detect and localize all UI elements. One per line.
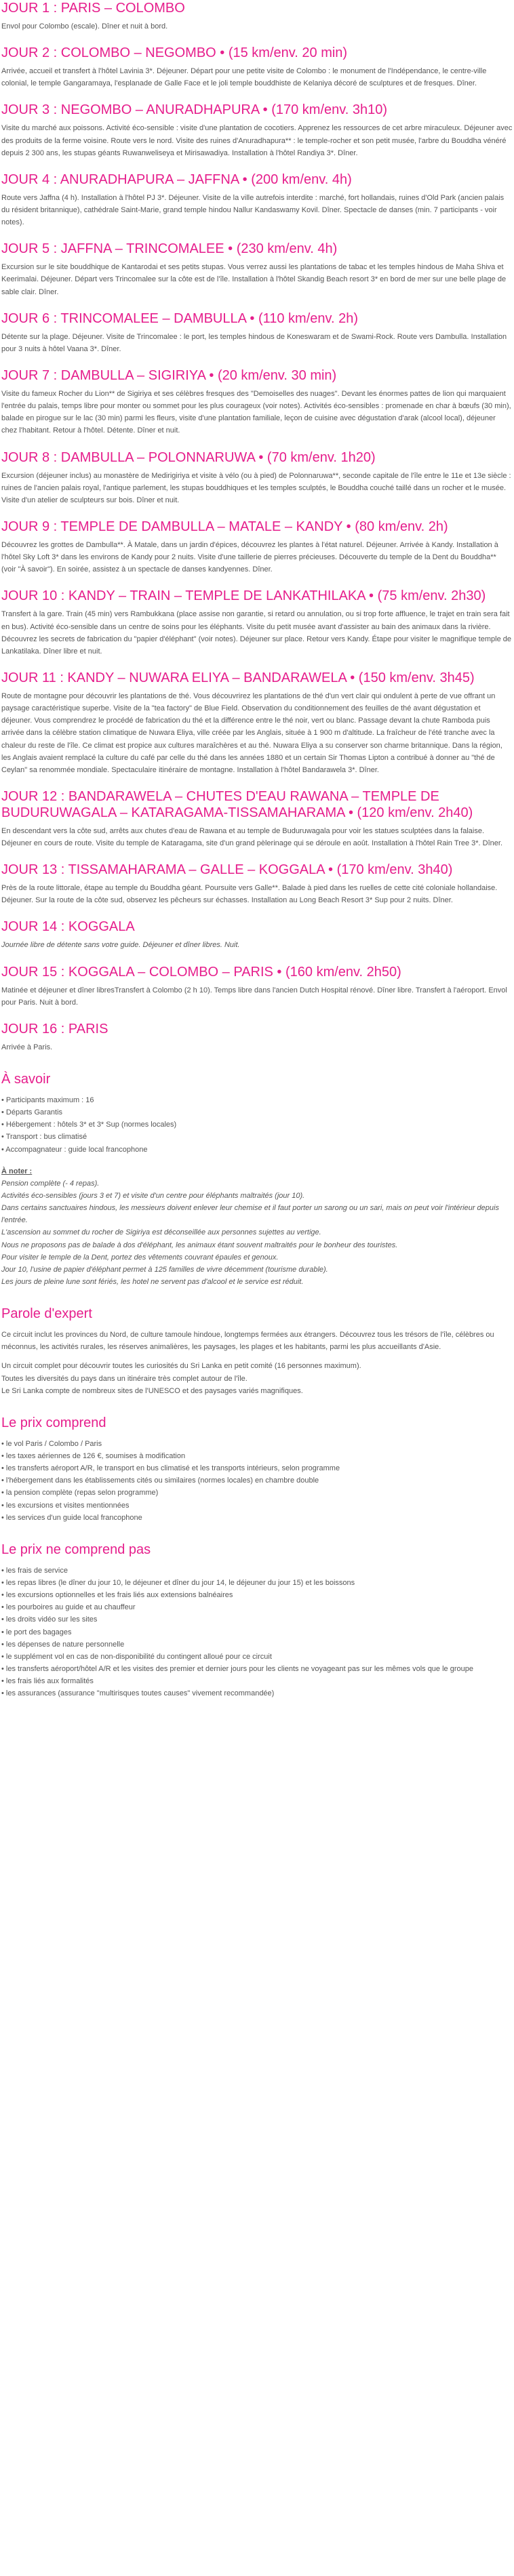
ne-comprend-title: Le prix ne comprend pas [1,1542,151,1557]
note-line: Activités éco-sensibles (jours 3 et 7) et visite d'un centre pour éléphants maltraités (jour 10). [1,1192,305,1201]
day-block [1,519,513,576]
comprend-item: • l'hébergement dans les établissements cités ou similaires (normes locales) en chambre double [1,1476,319,1485]
day-description: Transfert à la gare. Train (45 min) vers Rambukkana (place assise non garantie, si retard ou annulation, ou si trop forte affluence, le trajet en train sera fait en bus). Activité éco-sensible dans un centre de soins pour les éléphants. Visite du petit musée avant d'assister au bain des animaux dans la rivière. Découvrez les secrets de fabrication du "papier d'éléphant" (voir notes). Déjeuner sur place. Retour vers Kandy. Étape pour visiter le magnifique temple de Lankatilaka. Dîner libre et nuit. [1,610,511,656]
day-title: JOUR 16 : PARIS [1,1021,108,1037]
day-block [1,964,513,1009]
day-description: Route de montagne pour découvrir les plantations de thé. Vous découvrirez les plantations de thé d'un vert clair qui ondulent à perte de vue offrant un paysage caractéristique superbe. Visite de la "tea factory" de Blue Field. Observation du conditionnement des feuilles de thé avant dégustation et déjeuner. Vous comprendrez le procédé de fabrication du thé et la différence entre le thé noir, vert ou blanc. Passage devant la chute Ramboda puis arrivée dans la célèbre station climatique de Nuwara Eliya, ville créée par les Anglais, située à 1 900 m d'altitude. La fraîcheur de l'été tranche avec la chaleur du reste de l'île. Ce climat est propice aux cultures maraîchères et au thé. Nuwara Eliya a su conserver son charme britannique. Dans la région, les Anglais avaient remplacé la culture du café par celle du thé dans les années 1880 et un certain Sir Thomas Lipton a contribué à donner au "thé de Ceylan" sa renommée mondiale. Spectaculaire itinéraire de montagne. Installation à l'hôtel Bandarawela 3*. Dîner. [1,691,502,774]
comprend-title: Le prix comprend [1,1415,106,1430]
ne-comprend-item: • les excursions optionnelles et les frais liés aux extensions balnéaires [1,1591,233,1600]
ne-comprend-item: • les repas libres (le dîner du jour 10, le déjeuner et dîner du jour 14, le déjeuner du jour 15) et les boissons [1,1578,355,1587]
day-description: Arrivée à Paris. [1,1043,53,1051]
parole-paragraph: Le Sri Lanka compte de nombreux sites de l'UNESCO et des paysages variés magnifiques. [1,1386,303,1395]
day-block [1,588,513,658]
day-description: Journée libre de détente sans votre guide. Déjeuner et dîner libres. Nuit. [1,941,240,950]
day-description: Découvrez les grottes de Dambulla**. À Matale, dans un jardin d'épices, découvrez les plantes à l'état naturel. Déjeuner. Arrivée à Kandy. Installation à l'hôtel Sky Loft 3* dans les environs de Kandy pour 2 nuits. Visite d'une taillerie de pierres précieuses. Découverte du temple de la Dent du Bouddha** (voir "À savoir"). En soirée, assistez à un spectacle de danses kandyennes. Dîner. [1,540,498,574]
day-block [1,367,513,437]
day-block [1,172,513,228]
note-line: Dans certains sanctuaires hindous, les messieurs doivent enlever leur chemise et il faut porter un sarong ou un sari, mais on peut voir l'intérieur depuis l'entrée. [1,1204,499,1225]
a-savoir-list [1,1094,513,1156]
day-description: Excursion (déjeuner inclus) au monastère de Medirigiriya et visite à vélo (ou à pied) de Polonnaruwa**, seconde capitale de l'île entre le 11e et 13e siècle : ruines de l'ancien palais royal, l'antique parlement, les stupas bouddhiques et les temples sculptés, le Bouddha couché taillé dans un rocher et le musée. Visite d'un atelier de sculpteurs sur bois. Dîner et nuit. [1,471,511,504]
note-line: Les jours de pleine lune sont fériés, les hotel ne servent pas d'alcool et le service est réduit. [1,1278,304,1287]
notes-block [1,1178,513,1288]
day-block [1,241,513,298]
day-title: JOUR 9 : TEMPLE DE DAMBULLA – MATALE – KANDY • (80 km/env. 2h) [1,519,448,534]
ne-comprend-list [1,1565,513,1700]
parole-paragraph: Ce circuit inclut les provinces du Nord, de culture tamoule hindoue, longtemps fermées aux étrangers. Découvrez tous les trésors de l'île, célèbres ou méconnus, les activités rurales, les réserves animalières, les paysages, les plages et les habitants, parmi les plus accueillants d'Asie. [1,1331,494,1352]
note-line: Pour visiter le temple de la Dent, portez des vêtements couvrant épaules et genoux. [1,1253,279,1262]
parole-paragraph: Toutes les diversités du pays dans un itinéraire très complet autour de l'île. [1,1374,248,1383]
ne-comprend-item: • le port des bagages [1,1628,72,1636]
day-description: Excursion sur le site bouddhique de Kantarodai et ses petits stupas. Vous verrez aussi les plantations de tabac et les temples hindous de Maha Shiva et Keerimalai. Déjeuner. Départ vers Trincomalee sur la côte est de l'île. Installation à l'hôtel Skandig Beach resort 3* en bord de mer sur une belle plage de sable clair. Dîner. [1,263,507,296]
note-line: Pension complète (- 4 repas). [1,1179,100,1188]
ne-comprend-item: • les transferts aéroport/hôtel A/R et les visites des premier et dernier jours pour les clients ne voyageant pas sur les mêmes vols que le groupe [1,1664,473,1673]
day-description: En descendant vers la côte sud, arrêts aux chutes d'eau de Rawana et au temple de Buduruwagala pour voir les statues sculptées dans la falaise. Déjeuner en cours de route. Visite du temple de Kataragama, site d'un grand pèlerinage qui se déroule en août. Installation à l'hôtel Rain Tree 3*. Dîner. [1,826,503,848]
day-description: Visite du fameux Rocher du Lion** de Sigiriya et ses célèbres fresques des "Demoiselles des nuages". Devant les énormes pattes de lion qui marquaient l'entrée du palais, temps libre pour monter ou sommet pour les plus courageux (voir notes). Activités éco-sensibles : promenade en char à bœufs (30 min), balade en pirogue sur le lac (30 min) parmi les fleurs, visite d'une plantation familiale, leçon de cuisine avec dégustation d'arak (alcool local), déjeuner chez l'habitant. Retour à l'hôtel. Détente. Dîner et nuit. [1,389,511,435]
day-block [1,449,513,506]
day-description: Arrivée, accueil et transfert à l'hôtel Lavinia 3*. Déjeuner. Départ pour une petite visite de Colombo : le monument de l'Indépendance, le centre-ville colonial, le temple Gangaramaya, l'esplanade de Galle Face et le joli temple bouddhiste de Kelaniya décoré de sculptures et de fresques. Dîner. [1,67,487,88]
ne-comprend-item: • les frais liés aux formalités [1,1677,94,1686]
day-block [1,310,513,355]
day-block [1,670,513,776]
day-list [1,0,513,1053]
a-savoir-item: • Accompagnateur : guide local francophone [1,1145,148,1154]
note-line: Jour 10, l'usine de papier d'éléphant permet à 125 familles de vivre décemment (tourisme durable). [1,1265,328,1274]
day-description: Matinée et déjeuner et dîner libresTransfert à Colombo (2 h 10). Temps libre dans l'ancien Dutch Hospital rénové. Dîner libre. Transfert à l'aéroport. Envol pour Paris. Nuit à bord. [1,986,507,1007]
day-description: Envol pour Colombo (escale). Dîner et nuit à bord. [1,22,168,31]
comprend-item: • les taxes aériennes de 126 €, soumises à modification [1,1452,186,1460]
day-block [1,1021,513,1053]
day-block [1,0,513,33]
day-title: JOUR 2 : COLOMBO – NEGOMBO • (15 km/env. 20 min) [1,45,348,61]
comprend-item: • les transferts aéroport A/R, le transport en bus climatisé et les transports intérieurs, selon programme [1,1464,340,1473]
a-savoir-item: • Participants maximum : 16 [1,1096,94,1105]
day-description: Visite du marché aux poissons. Activité éco-sensible : visite d'une plantation de cocotiers. Apprenez les ressources de cet arbre miraculeux. Déjeuner avec des produits de la ferme voisine. Route vers le nord. Visite des ruines d'Anuradhapura** : le temple-rocher et son petit musée, l'arbre du Bouddha vénéré depuis 2 300 ans, les stupas géants Ruwanweliseya et Mirisawadiya. Installation à l'hôtel Randiya 3*. Dîner. [1,124,513,157]
a-savoir-item: • Hébergement : hôtels 3* et 3* Sup (normes locales) [1,1121,177,1129]
day-title: JOUR 8 : DAMBULLA – POLONNARUWA • (70 km/env. 1h20) [1,449,376,465]
day-title: JOUR 15 : KOGGALA – COLOMBO – PARIS • (160 km/env. 2h50) [1,964,401,980]
day-title: JOUR 7 : DAMBULLA – SIGIRIYA • (20 km/env. 30 min) [1,367,337,383]
ne-comprend-item: • le supplément vol en cas de non-disponibilité du contingent alloué pour ce circuit [1,1652,272,1661]
ne-comprend-item: • les dépenses de nature personnelle [1,1640,125,1649]
note-title: À noter : [1,1167,33,1175]
day-title: JOUR 5 : JAFFNA – TRINCOMALEE • (230 km/env. 4h) [1,241,338,257]
comprend-list [1,1438,513,1524]
ne-comprend-item: • les assurances (assurance "multirisques toutes causes" vivement recommandée) [1,1689,275,1698]
ne-comprend-item: • les frais de service [1,1566,68,1575]
a-savoir-item: • Transport : bus climatisé [1,1133,87,1142]
day-title: JOUR 11 : KANDY – NUWARA ELIYA – BANDARAWELA • (150 km/env. 3h45) [1,670,475,685]
day-title: JOUR 4 : ANURADHAPURA – JAFFNA • (200 km/env. 4h) [1,172,352,187]
a-savoir-title: À savoir [1,1072,51,1087]
comprend-item: • le vol Paris / Colombo / Paris [1,1439,102,1448]
day-block [1,788,513,849]
day-block [1,102,513,159]
parole-title: Parole d'expert [1,1306,92,1322]
day-title: JOUR 12 : BANDARAWELA – CHUTES D'EAU RAWANA – TEMPLE DE BUDURUWAGALA – KATARAGAMA-TISSAMAHARAMA • (120 km/env. 2h40) [1,788,473,820]
day-title: JOUR 6 : TRINCOMALEE – DAMBULLA • (110 km/env. 2h) [1,310,359,326]
parole-block [1,1329,513,1397]
ne-comprend-item: • les droits vidéo sur les sites [1,1615,98,1624]
day-block [1,862,513,906]
day-title: JOUR 10 : KANDY – TRAIN – TEMPLE DE LANKATHILAKA • (75 km/env. 2h30) [1,588,486,604]
ne-comprend-item: • les pourboires au guide et au chauffeur [1,1603,136,1612]
comprend-item: • les services d'un guide local francophone [1,1513,142,1522]
day-description: Détente sur la plage. Déjeuner. Visite de Trincomalee : le port, les temples hindous de Koneswaram et de Swami-Rock. Route vers Dambulla. Installation pour 3 nuits à hôtel Vaana 3*. Dîner. [1,332,507,353]
comprend-item: • la pension complète (repas selon programme) [1,1489,159,1497]
note-line: L'ascension au sommet du rocher de Sigiriya est déconseillée aux personnes sujettes au vertige. [1,1228,321,1237]
day-title: JOUR 14 : KOGGALA [1,919,135,935]
day-block [1,45,513,89]
comprend-item: • les excursions et visites mentionnées [1,1501,130,1510]
note-line: Nous ne proposons pas de balade à dos d'éléphant, les animaux étant souvent maltraités pour le bonheur des touristes. [1,1241,398,1249]
a-savoir-item: • Départs Garantis [1,1108,63,1117]
day-description: Près de la route littorale, étape au temple du Bouddha géant. Poursuite vers Galle**. Balade à pied dans les ruelles de cette cité coloniale hollandaise. Déjeuner. Sur la route de la côte sud, observez les pêcheurs sur échasses. Installation au Long Beach Resort 3* Sup pour 2 nuits. Dîner. [1,884,498,905]
day-title: JOUR 3 : NEGOMBO – ANURADHAPURA • (170 km/env. 3h10) [1,102,388,118]
parole-paragraph: Un circuit complet pour découvrir toutes les curiosités du Sri Lanka en petit comité (16 personnes maximum). [1,1362,361,1371]
day-description: Route vers Jaffna (4 h). Installation à l'hôtel PJ 3*. Déjeuner. Visite de la ville autrefois interdite : marché, fort hollandais, ruines d'Old Park (ancien palais du résident britannique), cathédrale Saint-Marie, grand temple hindou Nallur Kandaswamy Kovil. Dîner. Spectacle de danses (min. 7 participants - voir notes). [1,193,505,227]
day-block [1,919,513,951]
day-title: JOUR 13 : TISSAMAHARAMA – GALLE – KOGGALA • (170 km/env. 3h40) [1,862,453,878]
day-title: JOUR 1 : PARIS – COLOMBO [1,1,185,16]
